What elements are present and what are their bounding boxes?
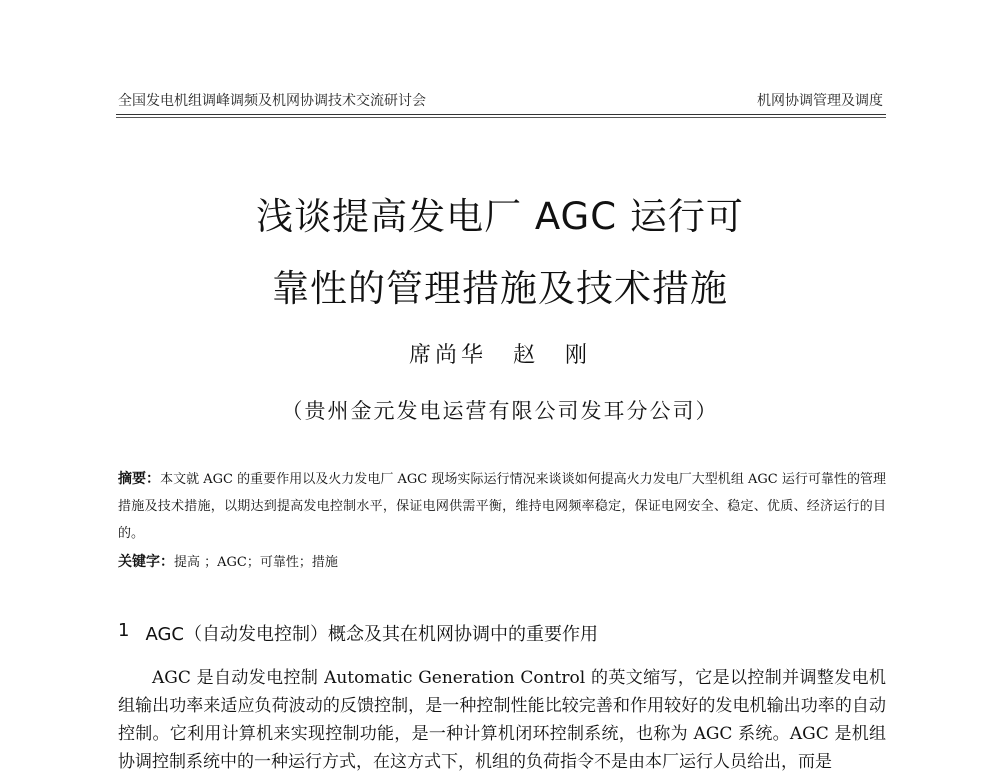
section-heading-1 (118, 620, 886, 646)
paper-title-line-1: 浅谈提高发电厂 AGC 运行可 (256, 195, 744, 238)
body-paragraph-1: AGC 是自动发电控制 Automatic Generation Control 的英文缩写，它是以控制并调整发电机组输出功率来适应负荷波动的反馈控制，是一种控制性能比较完善和作用较好的发电机输出功率的自动控制。它利用计算机来实现控制功能，是一种计算机闭环控制系统，也称为 AGC 系统。AGC 是机组协调控制系统中的一种运行方式，在这方式下，机组的负荷指令不是由本厂运行人员给出，而是 (118, 668, 886, 772)
paper-affiliation: （贵州金元发电运营有限公司发耳分公司） (281, 399, 719, 423)
abstract-text: 本文就 AGC 的重要作用以及火力发电厂 AGC 现场实际运行情况来谈谈如何提高火力发电厂大型机组 AGC 运行可靠性的管理措施及技术措施，以期达到提高发电控制水平，保证电网供需平衡，维持电网频率稳定，保证电网安全、稳定、优质、经济运行的目的。 (118, 472, 886, 541)
section-title: AGC（自动发电控制）概念及其在机网协调中的重要作用 (145, 624, 598, 645)
header-rule-secondary (116, 117, 886, 118)
header-rule (116, 114, 886, 115)
abstract-label: 摘要： (118, 471, 161, 487)
running-header (118, 90, 883, 114)
paper-authors: 席尚华 赵 刚 (408, 343, 591, 368)
keywords-text: 提高 ；AGC；可靠性；措施 (174, 555, 338, 570)
section-number: 1 (118, 620, 130, 641)
paper-title-line-2: 靠性的管理措施及技术措施 (272, 267, 728, 310)
header-section-name: 机网协调管理及调度 (757, 93, 883, 109)
keywords (118, 549, 886, 576)
abstract (118, 466, 886, 547)
header-conference-name: 全国发电机组调峰调频及机网协调技术交流研讨会 (118, 93, 426, 109)
keywords-label: 关键字： (118, 554, 174, 570)
